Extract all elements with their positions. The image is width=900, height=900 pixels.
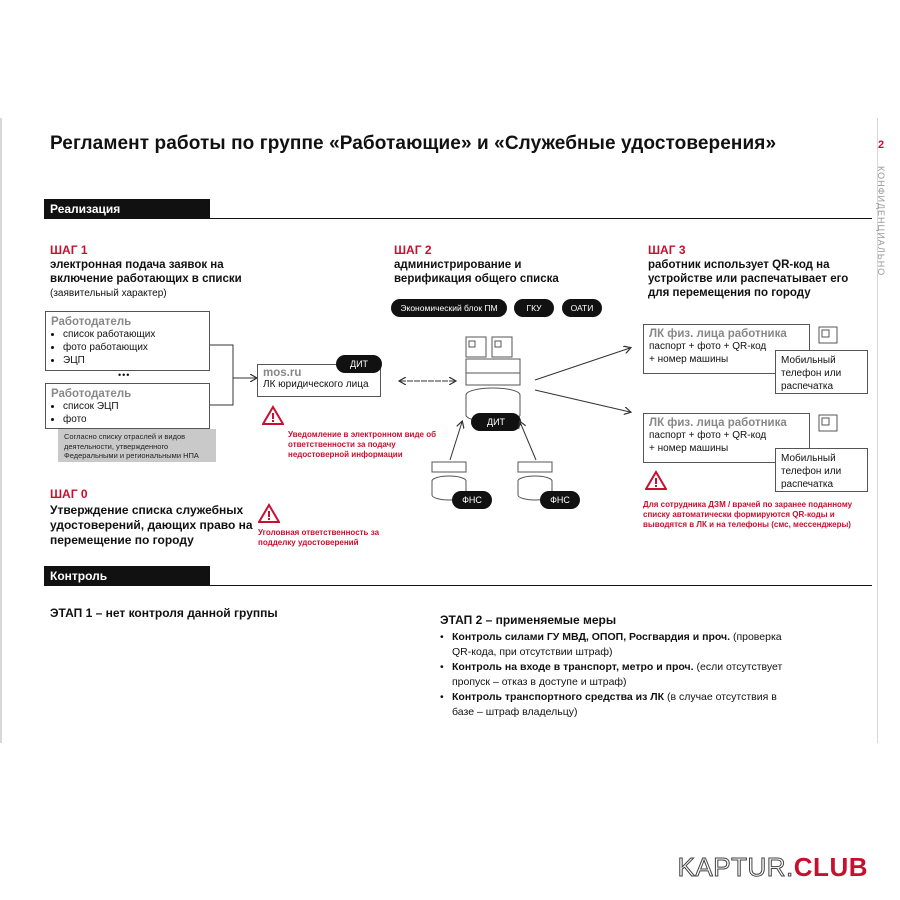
dit-badge-central: ДИТ (471, 413, 521, 431)
employer-box-1-item: • список работающих (63, 328, 204, 341)
employer-box-1-title: Работодатель (51, 316, 132, 328)
step0-label: ШАГ 0 (50, 487, 88, 501)
employer-box-1-item: • фото работающих (63, 341, 204, 354)
measure-normal: (если отсутствует пропуск – отказ в доступе и штраф) (452, 661, 783, 688)
fns-badge-2: ФНС (540, 491, 580, 509)
employer-box-2-item: • список ЭЦП (63, 400, 204, 413)
measure-normal: (в случае отсутствия в базе – штраф владельцу) (452, 691, 777, 718)
page-title: Регламент работы по группе «Работающие» и «Служебные удостоверения» (50, 133, 777, 154)
mosru-subtitle: ЛК юридического лица (263, 379, 369, 390)
control-measures-list (440, 630, 790, 720)
measure-bold: Контроль транспортного средства из ЛК (452, 691, 665, 703)
stage2-title: ЭТАП 2 – применяемые меры (440, 613, 617, 627)
list-item (440, 630, 790, 660)
lk-box-2-line1: паспорт + фото + QR-код (649, 430, 767, 441)
step0-desc: Утверждение списка служебных удостоверений, дающих право на перемещение по городу (50, 503, 253, 547)
watermark-part2: CLUB (793, 852, 868, 882)
device-box-2: Мобильный телефон или распечатка (775, 448, 868, 492)
step2-desc: администрирование и верификация общего списка (394, 259, 559, 285)
step3-label: ШАГ 3 (648, 243, 686, 257)
pill-econ-block: Экономический блок ПМ (391, 299, 507, 317)
industry-note: Согласно списку отраслей и видов деятельности, утвержденного Федеральными и региональными НПА (58, 429, 216, 462)
warning-criminal-text: Уголовная ответственность за подделку удостоверений (258, 528, 380, 547)
list-item (440, 690, 790, 720)
watermark-part1: KAPTUR. (677, 852, 794, 882)
employer-box-2-item: • фото (63, 413, 204, 426)
page-number: 2 (878, 139, 885, 151)
site-watermark (678, 852, 868, 883)
qr-card-icon (818, 414, 838, 432)
qr-card-icon (818, 326, 838, 344)
more-employers-dots: ••• (118, 370, 131, 380)
lk-box-2-title: ЛК физ. лица работника (649, 417, 787, 429)
stage1-title: ЭТАП 1 – нет контроля данной группы (50, 606, 278, 620)
step1-label: ШАГ 1 (50, 243, 88, 257)
section-control-bar: Контроль (44, 566, 210, 586)
lk-box-2-line2: + номер машины (649, 443, 729, 454)
step3-desc: работник использует QR-код на устройстве или распечатывает его для перемещения по городу (648, 259, 849, 299)
pill-gku: ГКУ (514, 299, 554, 317)
mosru-title: mos.ru (263, 367, 302, 379)
pill-oati: ОАТИ (562, 299, 602, 317)
measure-bold: Контроль силами ГУ МВД, ОПОП, Росгвардия и проч. (452, 631, 731, 643)
warning-icon (645, 470, 667, 490)
list-item (440, 660, 790, 690)
lk-box-1-title: ЛК физ. лица работника (649, 328, 787, 340)
step2-label: ШАГ 2 (394, 243, 432, 257)
lk-box-1-line1: паспорт + фото + QR-код (649, 341, 767, 352)
measure-normal: (проверка QR-кода, при отсутствии штраф) (452, 631, 782, 658)
lk-box-1-line2: + номер машины (649, 354, 729, 365)
measure-bold: Контроль на входе в транспорт, метро и проч. (452, 661, 694, 673)
dit-badge-mosru: ДИТ (336, 355, 382, 373)
device-box-1: Мобильный телефон или распечатка (775, 350, 868, 394)
section-control-line (210, 585, 872, 586)
warning-dzm-text: Для сотрудника ДЗМ / врачей по заранее поданному списку автоматически формируются QR-коды и выводятся в ЛК и на телефоны (смс, мессенджеры) (643, 500, 853, 529)
section-realization-bar: Реализация (44, 199, 210, 219)
warning-false-info-text: Уведомление в электронном виде об ответственности за подачу недостоверной информации (288, 430, 437, 459)
fns-badge-1: ФНС (452, 491, 492, 509)
step1-desc-normal: (заявительный характер) (50, 288, 167, 299)
employer-box-1-item: • ЭЦП (63, 354, 204, 367)
step1-desc-bold: электронная подача заявок на включение работающих в списки (50, 259, 242, 285)
employer-box-2-title: Работодатель (51, 388, 132, 400)
confidential-label: КОНФИДЕНЦИАЛЬНО (876, 166, 886, 277)
